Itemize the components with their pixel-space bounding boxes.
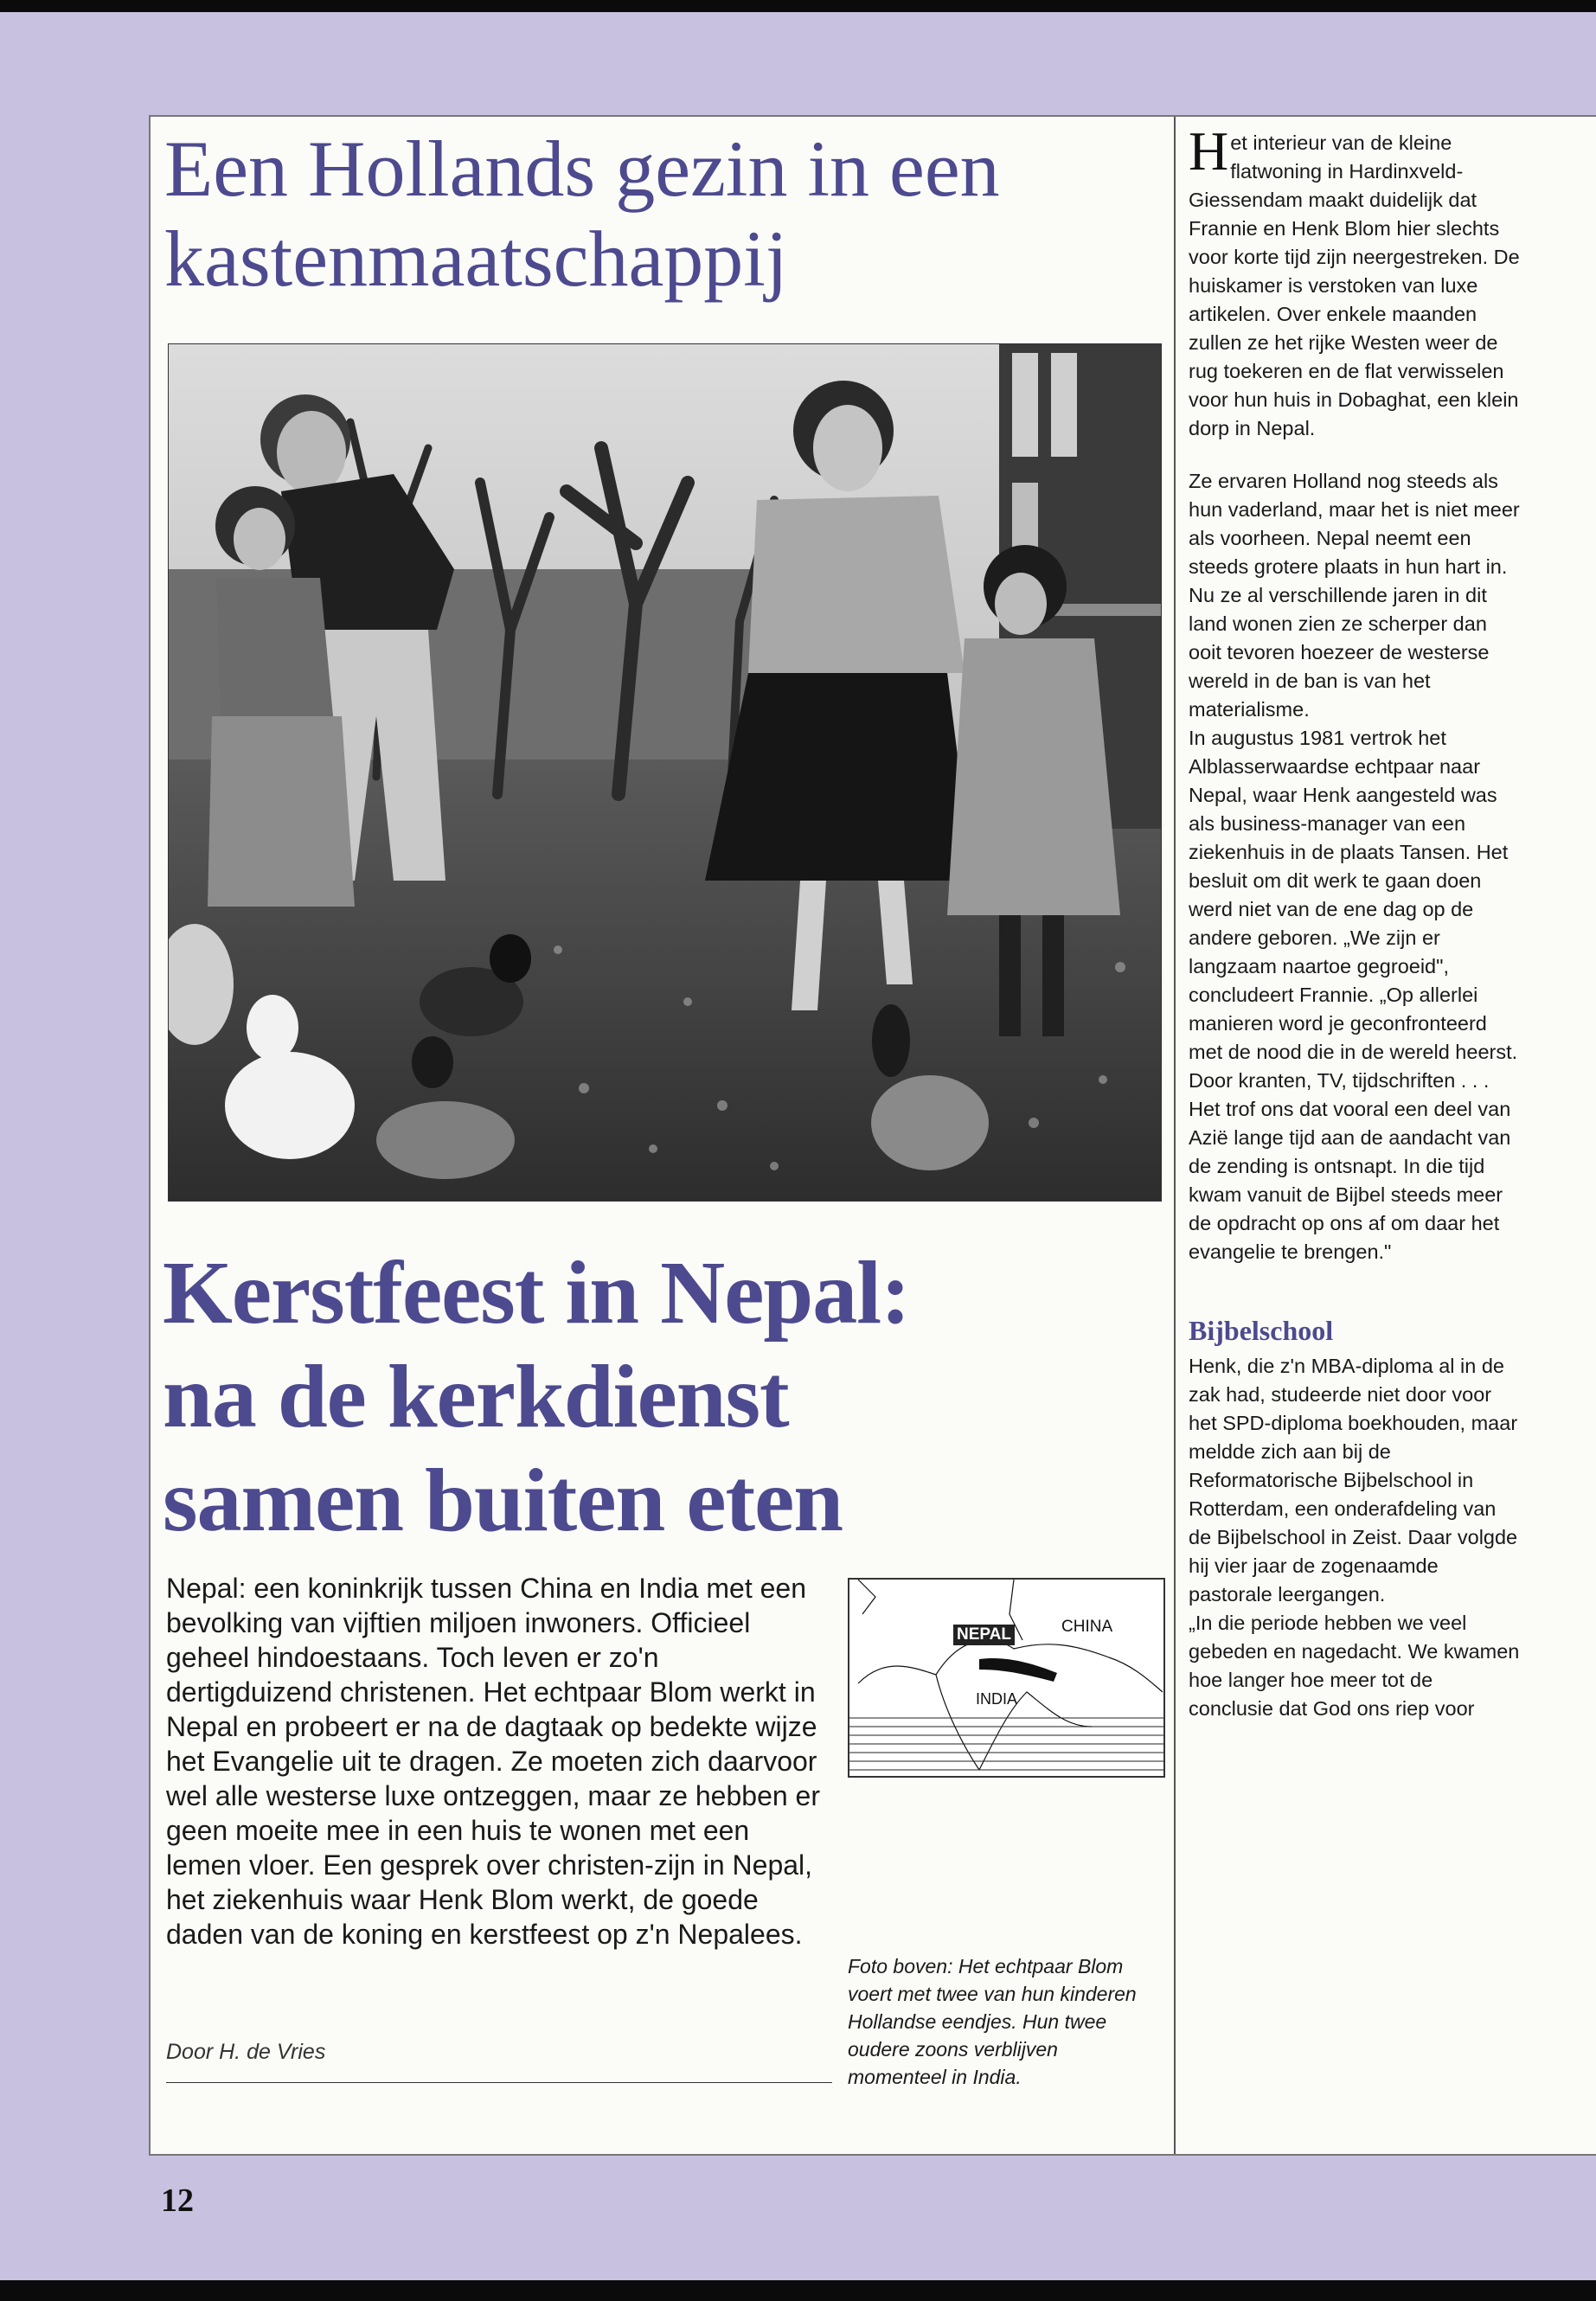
main-headline-line-3: samen buiten eten — [163, 1451, 843, 1550]
photo-caption: Foto boven: Het echtpaar Blom voert met twee van hun kinderen Hollandse eendjes. Hun twee oudere zoons verblijven momenteel in India. — [848, 1955, 1137, 2088]
lead-paragraph: Nepal: een koninkrijk tussen China en India met een bevolking van vijftien miljoen inwoners. Officieel geheel hindoestaans. Toch leven er zo'n dertigduizend christenen. Het echtpaar Blom werkt in Nepal en probeert er na de dagtaak op bedekte wijze het Evangelie uit te dragen. Ze moeten zich daarvoor wel alle westerse luxe ontzeggen, maar ze hebben er geen moeite mee in een huis te wonen met een lemen vloer. Een gesprek over christen-zijn in Nepal, het ziekenhuis waar Henk Blom werkt, de goede daden van de koning en kerstfeest op z'n Nepalees. — [166, 1573, 820, 1950]
map-label-india: INDIA — [976, 1690, 1018, 1708]
side-paragraph-3: In augustus 1981 vertrok het Alblasserwaardse echtpaar naar Nepal, waar Henk aangesteld was als business-manager van een ziekenhuis in de plaats Tansen. Het besluit om dit werk te gaan doen werd niet van de ene dag op de andere geboren. „We zijn er langzaam naartoe gegroeid", concludeert Frannie. „Op allerlei manieren word je geconfronteerd met de nood die in de wereld heerst. Door kranten, TV, tijdschriften . . . Het trof ons dat vooral een deel van Azië lange tijd aan de aandacht van de zending is ontsnapt. In die tijd kwam vanuit de Bijbel steeds meer de opdracht op ons af om daar het evangelie te brengen." — [1189, 727, 1518, 1263]
map-drawing — [849, 1580, 1163, 1776]
family-photo — [168, 343, 1162, 1202]
bottom-rule — [0, 2280, 1596, 2301]
drop-cap: H — [1189, 120, 1229, 182]
magazine-page — [149, 115, 1596, 2156]
top-rule — [0, 0, 1596, 12]
column-divider — [1174, 117, 1176, 2154]
nepal-map — [848, 1578, 1165, 1778]
map-label-china: CHINA — [1061, 1618, 1113, 1636]
side-paragraph-5: „In die periode hebben we veel gebeden en nagedacht. We kwamen hoe langer hoe meer tot de conclusie dat God ons riep voor — [1189, 1612, 1520, 1720]
byline-rule — [166, 2082, 832, 2083]
side-paragraph-4: Henk, die z'n MBA-diploma al in de zak had, studeerde niet door voor het SPD-diploma boekhouden, maar meldde zich aan bij de Reformatorische Bijbelschool in Rotterdam, een onderafdeling van de Bijbelschool in Zeist. Daar volgde hij vier jaar de zogenaamde pastorale leergangen. — [1189, 1355, 1518, 1606]
side-column — [1189, 120, 1522, 1723]
page-number: 12 — [161, 2182, 194, 2219]
top-headline: Een Hollands gezin in een kastenmaatschappij — [164, 125, 1000, 303]
side-paragraph-1: Het interieur van de kleine flatwoning in Hardinxveld-Giessendam maakt duidelijk dat Frannie en Henk Blom hier slechts voor korte tijd zijn neergestreken. De huiskamer is verstoken van luxe artikelen. Over enkele maanden zullen ze het rijke Westen weer de rug toekeren en de flat verwisselen voor hun huis in Dobaghat, een klein dorp in Nepal. — [1189, 120, 1520, 439]
subheading-bijbelschool: Bijbelschool — [1189, 1315, 1334, 1346]
main-headline — [163, 1241, 1157, 1553]
main-headline-line-1: Kerstfeest in Nepal: — [163, 1243, 910, 1343]
main-headline-line-2: na de kerkdienst — [163, 1347, 789, 1446]
side-paragraph-2: Ze ervaren Holland nog steeds als hun vaderland, maar het is niet meer als voorheen. Nepal neemt een steeds grotere plaats in hun hart in. Nu ze al verschillende jaren in dit land wonen zien ze scherper dan ooit tevoren hoezeer de westerse wereld in de ban is van het materialisme. — [1189, 470, 1520, 721]
byline: Door H. de Vries — [166, 2040, 326, 2064]
map-label-nepal: NEPAL — [953, 1625, 1015, 1645]
